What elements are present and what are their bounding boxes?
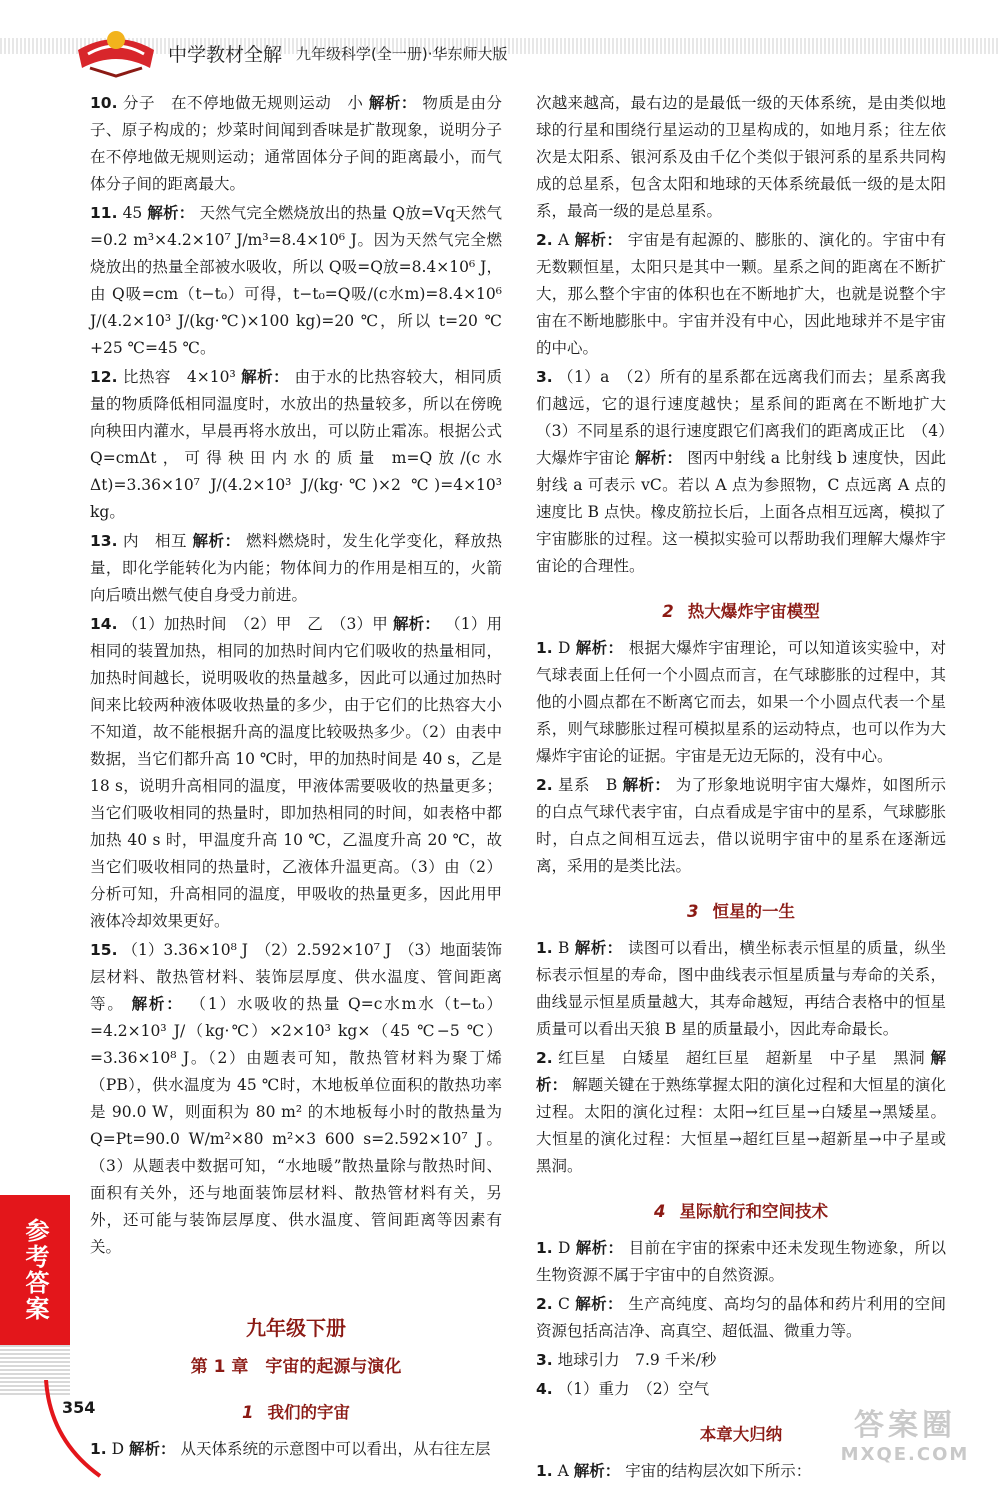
answer-text: A — [557, 1462, 569, 1480]
analysis-text: 天然气完全燃烧放出的热量 Q放=Vq天然气=0.2 m³×4.2×10⁷ J/m³=8.4×10⁶ J。因为天然气完全燃烧放出的热量全部被水吸收，所以 Q吸=Q放=8.4×10⁶ J，由 Q吸=cm（t−t₀）可得，t−t₀=Q吸/(c水m)=8.4×10⁶ J/(4.2×10³ J/(kg·℃)×100 kg)=20 ℃，所以 t=20 ℃+25 ℃=45 ℃。 — [90, 204, 502, 357]
question-number: 4. — [536, 1380, 553, 1398]
analysis-label: 解析： — [575, 639, 624, 657]
watermark-logo-text: 答案圈 — [854, 1408, 956, 1443]
question-number: 1. — [536, 939, 553, 957]
right-column — [536, 90, 962, 1487]
answer-item — [536, 364, 962, 580]
analysis-label: 解析： — [393, 615, 441, 633]
analysis-label: 解析： — [129, 1440, 176, 1458]
analysis-text: 宇宙的结构层次如下所示： — [625, 1462, 812, 1480]
answer-item — [90, 611, 502, 935]
answer-text: 分子 在不停地做无规则运动 小 — [122, 94, 364, 112]
section-1-title: 我们的宇宙 — [267, 1403, 350, 1422]
answer-item — [536, 1291, 946, 1345]
section-4-number: 4 — [654, 1202, 666, 1221]
answer-item — [90, 364, 502, 526]
analysis-text: 读图可以看出，横坐标表示恒星的质量，纵坐标表示恒星的寿命，图中曲线表示恒星质量与寿命的关系，曲线显示恒星质量越大，其寿命越短，再结合表格中的恒星质量可以看出天狼 B 星的质量最小，因此寿命最长。 — [536, 939, 946, 1038]
section-2-title: 热大爆炸宇宙模型 — [687, 602, 820, 621]
question-number: 2. — [536, 776, 553, 794]
watermark-url: MXQE.COM — [840, 1444, 970, 1465]
question-number: 3. — [536, 368, 553, 386]
left-last-answer — [90, 1436, 502, 1463]
analysis-text: 从天体系统的示意图中可以看出，从右往左层 — [180, 1440, 491, 1458]
answer-item — [90, 1436, 502, 1463]
page-corner-curve-icon — [40, 1380, 120, 1478]
left-answers — [90, 90, 502, 1261]
answer-text: （1）3.36×10⁸ J （2）2.592×10⁷ J （3）地面装饰层材料、散热管材料、装饰层厚度、供水温度、管间距离等。 — [90, 941, 502, 1013]
section-1-number: 1 — [242, 1403, 254, 1422]
answer-text: 地球引力 7.9 千米/秒 — [557, 1351, 717, 1369]
answer-item — [536, 935, 946, 1043]
section-2-number: 2 — [662, 602, 674, 621]
question-number: 14. — [90, 615, 118, 633]
book-subtitle: 九年级科学(全一册)·华东师大版 — [296, 45, 508, 63]
analysis-text: 由于水的比热容较大，相同质量的物质降低相同温度时，水放出的热量较多，所以在傍晚向秧田内灌水，早晨再将水放出，可以防止霜冻。根据公式 Q=cmΔt，可得秧田内水的质量 m=Q放/(c水Δt)=3.36×10⁷ J/(4.2×10³ J/(kg·℃)×2 ℃)=4×10³ kg。 — [90, 368, 503, 521]
answer-item — [536, 635, 946, 770]
answer-item — [90, 528, 502, 609]
answer-text: D — [558, 639, 571, 657]
analysis-label: 解析： — [575, 1295, 623, 1313]
analysis-label: 解析： — [368, 94, 417, 112]
question-number: 10. — [90, 94, 118, 112]
question-number: 1. — [536, 1239, 553, 1257]
answer-text: 45 — [122, 204, 143, 222]
analysis-text: 为了形象地说明宇宙大爆炸，如图所示的白点气球代表宇宙，白点看成是宇宙中的星系，气球膨胀时，白点之间相互远去，借以说明宇宙中的星系在逐渐远离，采用的是类比法。 — [536, 776, 946, 875]
question-number: 11. — [90, 204, 118, 222]
answer-text: C — [558, 1295, 570, 1313]
analysis-text: 图丙中射线 a 比射线 b 速度快，因此射线 a 可表示 vC。若以 A 点为参照物，C 点远离 A 点的速度比 B 点快。橡皮筋拉长后，上面各点相互远离，模拟了宇宙膨胀的过程。这一模拟实验可以帮助我们理解大爆炸宇宙论的合理性。 — [536, 449, 946, 575]
page-number: 354 — [62, 1398, 96, 1417]
answer-item — [90, 200, 502, 362]
analysis-label: 解析： — [573, 1462, 621, 1480]
analysis-label: 解析： — [536, 1049, 946, 1094]
answer-item — [536, 227, 946, 362]
analysis-label: 解析： — [635, 449, 683, 467]
continued-text: 次越来越高，最右边的是最低一级的天体系统，是由类似地球的行星和围绕行星运动的卫星构成的，如地月系；往左依次是太阳系、银河系及由千亿个类似于银河系的星系共同构成的总星系，包含太阳和地球的天体系统最低一级的是太阳系，最高一级的是总星系。 — [536, 94, 946, 220]
question-number: 2. — [536, 231, 553, 249]
answer-item — [536, 1235, 946, 1289]
answer-text: 比热容 4×10³ — [122, 368, 236, 386]
analysis-text: 生产高纯度、高均匀的晶体和药片利用的空间资源包括高洁净、高真空、超低温、微重力等。 — [536, 1295, 946, 1340]
analysis-text: 燃料燃烧时，发生化学变化，释放热量，即化学能转化为内能；物体间力的作用是相互的，火箭向后喷出燃气使自身受力前进。 — [90, 532, 502, 604]
analysis-label: 解析： — [575, 1239, 624, 1257]
section-3-number: 3 — [687, 902, 699, 921]
answer-text: B — [558, 939, 570, 957]
analysis-text: （1）用相同的装置加热，相同的加热时间内它们吸收的热量相同，加热时间越长，说明吸收的热量越多，因此可以通过加热时间来比较两种液体吸收热量的多少，由于它们的比热容大小不知道，故不能根据升高的温度比较吸热多少。（2）由表中数据，当它们都升高 10 ℃时，甲的加热时间是 40 s，乙是 18 s，说明升高相同的温度，甲液体需要吸收的热量更多；当它们吸收相同的热量时，即加热相同的时间，如表格中都加热 40 s 时，甲温度升高 10 ℃，乙温度升高 20 ℃，故当它们吸收相同的热量时，乙液体升温更高。（3）由（2）分析可知，升高相同的温度，甲吸收的热量更多，因此用甲液体冷却效果更好。 — [90, 615, 502, 930]
analysis-text: 物质是由分子、原子构成的；炒菜时间闻到香味是扩散现象，说明分子在不停地做无规则运动；通常固体分子间的距离最小，而气体分子间的距离最大。 — [90, 94, 502, 193]
answer-text: （1）重力 （2）空气 — [557, 1380, 710, 1398]
answer-item — [90, 90, 502, 198]
answer-item — [90, 937, 502, 1261]
watermark — [820, 1400, 990, 1475]
question-number: 1. — [536, 1462, 553, 1480]
answer-text: A — [558, 231, 570, 249]
analysis-text: （1）水吸收的热量 Q=c水m水（t−t₀）=4.2×10³ J/（kg·℃）×2×10³ kg×（45 ℃−5 ℃）=3.36×10⁸ J。（2）由题表可知，散热管材料为聚丁烯（PB），供水温度为 45 ℃时，木地板单位面积的散热功率是 90.0 W，则面积为 80 m² 的木地板每小时的散热量为 Q=Pt=90.0 W/m²×80 m²×3 600 s=2.592×10⁷ J。（3）从题表中数据可知，“水地暖”散热量除与散热时间、面积有关外，还与地面装饰层材料、散热管材料有关，另外，还可能与装饰层厚度、供水温度、管间距离等因素有关。 — [90, 995, 502, 1256]
analysis-text: 解题关键在于熟练掌握太阳的演化过程和大恒星的演化过程。太阳的演化过程：太阳→红巨星→白矮星→黑矮星。大恒星的演化过程：大恒星→超红巨星→超新星→中子星或黑洞。 — [536, 1076, 946, 1175]
answer-text: （1）a （2）所有的星系都在远离我们而去；星系离我们越远，它的退行速度越快；星系间的距离在不断地扩大 （3）不同星系的退行速度跟它们离我们的距离成正比 （4）大爆炸宇宙论 — [536, 368, 962, 467]
answer-text: D — [111, 1440, 125, 1458]
question-number: 13. — [90, 532, 118, 550]
analysis-label: 解析： — [574, 231, 623, 249]
grade-title: 九年级下册 — [246, 1316, 346, 1340]
answer-text: 红巨星 白矮星 超红巨星 超新星 中子星 黑洞 — [558, 1049, 926, 1067]
analysis-label: 解析： — [192, 532, 241, 550]
question-number: 15. — [90, 941, 118, 959]
question-number: 3. — [536, 1351, 553, 1369]
section-4-title: 星际航行和空间技术 — [679, 1202, 828, 1221]
section-3-title: 恒星的一生 — [712, 902, 795, 921]
right-answers-1 — [536, 227, 962, 580]
chapter-title: 第 1 章 宇宙的起源与演化 — [190, 1357, 402, 1377]
answer-item — [536, 1376, 946, 1403]
question-number: 2. — [536, 1295, 553, 1313]
analysis-text: 宇宙是有起源的、膨胀的、演化的。宇宙中有无数颗恒星，太阳只是其中一颗。星系之间的距离在不断扩大，那么整个宇宙的体积也在不断地扩大，也就是说整个宇宙在不断地膨胀中。宇宙并没有中心，因此地球并不是宇宙的中心。 — [536, 231, 946, 357]
answer-text: 星系 B — [558, 776, 618, 794]
book-title: 中学教材全解 — [168, 44, 283, 66]
question-number: 2. — [536, 1049, 553, 1067]
answer-text: （1）加热时间 （2）甲 乙 （3）甲 — [122, 615, 388, 633]
right-answers-3 — [536, 935, 946, 1180]
answer-text: D — [558, 1239, 571, 1257]
book-logo-icon — [70, 20, 162, 78]
analysis-label: 解析： — [147, 204, 195, 222]
answer-text: 内 相互 — [122, 532, 188, 550]
analysis-label: 解析： — [241, 368, 290, 386]
answer-item — [536, 1347, 946, 1374]
analysis-text: 根据大爆炸宇宙理论，可以知道该实验中，对气球表面上任何一个小圆点而言，在气球膨胀的过程中，其他的小圆点都在不断离它而去，如果一个小圆点代表一个星系，则气球膨胀过程可模拟星系的运动特点，也可以作为大爆炸宇宙论的证据。宇宙是无边无际的，没有中心。 — [536, 639, 946, 765]
page-header — [0, 0, 1000, 86]
section-2-heading — [536, 598, 946, 625]
answer-item — [536, 772, 946, 880]
section-4-heading — [536, 1198, 946, 1225]
section-1-heading — [90, 1399, 502, 1426]
answer-item — [536, 1045, 946, 1180]
question-number: 1. — [536, 639, 553, 657]
question-number: 12. — [90, 368, 118, 386]
answer-key-tab: 参考答案 — [0, 1195, 70, 1345]
question-number: 1. — [90, 1440, 107, 1458]
section-3-heading — [536, 898, 946, 925]
analysis-text: 目前在宇宙的探索中还未发现生物迹象，所以生物资源不属于宇宙中的自然资源。 — [536, 1239, 946, 1284]
analysis-label: 解析： — [574, 939, 623, 957]
right-answers-2 — [536, 635, 946, 880]
left-column — [90, 90, 502, 1465]
analysis-label: 解析： — [131, 995, 184, 1013]
summary-heading: 本章大归纳 — [699, 1425, 783, 1444]
analysis-label: 解析： — [622, 776, 671, 794]
right-answers-4 — [536, 1235, 946, 1403]
